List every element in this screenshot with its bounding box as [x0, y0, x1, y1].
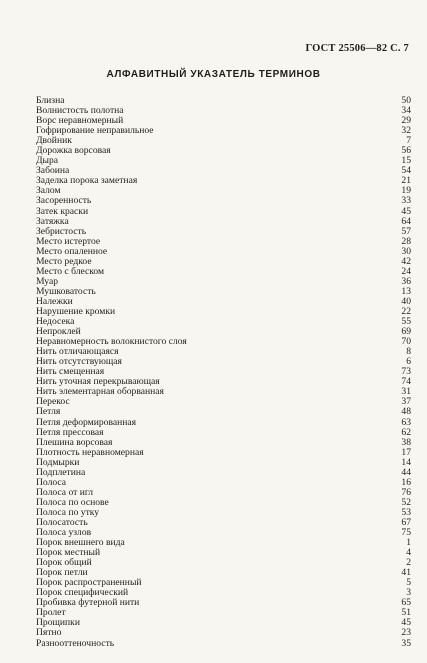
- term-name: Дыра: [36, 155, 59, 167]
- term-row: [36, 307, 411, 317]
- term-number: 65: [401, 597, 411, 609]
- term-name: Полоса по утку: [36, 506, 100, 518]
- term-name: Порок общий: [36, 557, 92, 569]
- term-row: [36, 598, 411, 608]
- term-row: [36, 387, 411, 397]
- term-name: Двойник: [36, 135, 72, 147]
- term-number: 63: [401, 416, 411, 428]
- term-number: 52: [401, 496, 411, 508]
- term-number: 23: [401, 627, 411, 639]
- term-name: Гофрирование неправильное: [36, 125, 154, 137]
- term-name: Перекос: [36, 396, 70, 408]
- term-row: [36, 548, 411, 558]
- term-name: Петля деформированная: [36, 416, 137, 428]
- term-number: 53: [401, 506, 411, 518]
- term-name: Нарушение кромки: [36, 305, 116, 317]
- term-row: [36, 217, 411, 227]
- term-row: [36, 458, 411, 468]
- term-name: Полоса от игл: [36, 486, 94, 498]
- term-name: Место редкое: [36, 255, 92, 267]
- term-name: Прощипки: [36, 617, 80, 629]
- term-number: 62: [401, 426, 411, 438]
- term-name: Залом: [36, 185, 61, 197]
- term-number: 33: [401, 195, 411, 207]
- term-row: [36, 207, 411, 217]
- term-list: [36, 96, 411, 649]
- term-name: Подплетина: [36, 466, 86, 478]
- page-header: ГОСТ 25506—82 С. 7: [305, 43, 409, 54]
- term-row: [36, 146, 411, 156]
- term-number: 32: [401, 125, 411, 137]
- term-number: 73: [401, 366, 411, 378]
- term-number: 45: [401, 617, 411, 629]
- term-number: 36: [401, 275, 411, 287]
- term-row: [36, 558, 411, 568]
- term-number: 28: [401, 235, 411, 247]
- term-row: [36, 126, 411, 136]
- term-name: Порок петли: [36, 567, 88, 579]
- term-number: 5: [406, 577, 411, 589]
- term-number: 57: [401, 225, 411, 237]
- term-row: [36, 618, 411, 628]
- term-name: Место с блеском: [36, 265, 105, 277]
- term-name: Порок специфический: [36, 587, 129, 599]
- term-name: Дорожка ворсовая: [36, 145, 111, 157]
- term-number: 17: [401, 446, 411, 458]
- term-number: 44: [401, 466, 411, 478]
- term-name: Подмырки: [36, 456, 80, 468]
- term-name: Ворс неравномерный: [36, 115, 124, 127]
- term-number: 35: [401, 637, 411, 649]
- term-number: 67: [401, 516, 411, 528]
- term-name: Плотность неравномерная: [36, 446, 144, 458]
- term-number: 2: [406, 557, 411, 569]
- term-row: [36, 267, 411, 277]
- term-number: 64: [401, 215, 411, 227]
- term-row: [36, 176, 411, 186]
- term-name: Засоренность: [36, 195, 92, 207]
- term-number: 45: [401, 205, 411, 217]
- term-number: 22: [401, 305, 411, 317]
- term-number: 24: [401, 265, 411, 277]
- term-row: [36, 397, 411, 407]
- term-number: 56: [401, 145, 411, 157]
- term-name: Муар: [36, 275, 59, 287]
- term-name: Место опаленное: [36, 245, 108, 257]
- term-name: Пятно: [36, 627, 62, 639]
- term-name: Порок местный: [36, 547, 101, 559]
- term-number: 3: [406, 587, 411, 599]
- term-name: Заделка порока заметная: [36, 175, 138, 187]
- term-number: 55: [401, 316, 411, 328]
- term-name: Порок распространенный: [36, 577, 142, 589]
- term-name: Разнооттеночность: [36, 637, 115, 649]
- term-name: Петля прессовая: [36, 426, 104, 438]
- term-name: Затек краски: [36, 205, 89, 217]
- term-number: 1: [406, 537, 411, 549]
- term-name: Непроклей: [36, 326, 81, 338]
- term-number: 38: [401, 436, 411, 448]
- term-number: 75: [401, 527, 411, 539]
- term-row: [36, 448, 411, 458]
- term-number: 30: [401, 245, 411, 257]
- term-number: 7: [406, 135, 411, 147]
- term-name: Плешина ворсовая: [36, 436, 113, 448]
- term-name: Полосатость: [36, 516, 88, 528]
- term-name: Близна: [36, 95, 65, 106]
- term-name: Мушковатость: [36, 285, 96, 297]
- term-number: 13: [401, 285, 411, 297]
- term-name: Полоса узлов: [36, 527, 92, 539]
- term-row: [36, 287, 411, 297]
- term-row: [36, 156, 411, 166]
- term-name: Полоса по основе: [36, 496, 109, 508]
- term-name: Нить смещенная: [36, 366, 105, 378]
- term-row: [36, 518, 411, 528]
- term-number: 70: [401, 336, 411, 348]
- term-number: 6: [406, 356, 411, 368]
- term-number: 31: [401, 386, 411, 398]
- term-number: 76: [401, 486, 411, 498]
- term-name: Нить элементарная оборванная: [36, 386, 164, 398]
- index-title: АЛФАВИТНЫЙ УКАЗАТЕЛЬ ТЕРМИНОВ: [106, 69, 321, 80]
- term-name: Порок внешнего вида: [36, 537, 125, 549]
- term-number: 54: [401, 165, 411, 177]
- term-number: 14: [401, 456, 411, 468]
- term-name: Пролет: [36, 607, 66, 619]
- term-name: Забоина: [36, 165, 70, 177]
- term-name: Нить уточная перекрывающая: [36, 376, 160, 388]
- term-name: Полоса: [36, 476, 67, 488]
- term-name: Петля: [36, 406, 61, 418]
- term-number: 29: [401, 115, 411, 127]
- term-row: [36, 196, 411, 206]
- term-row: [36, 508, 411, 518]
- term-number: 48: [401, 406, 411, 418]
- term-row: [36, 639, 411, 649]
- term-row: [36, 608, 411, 618]
- term-row: [36, 317, 411, 327]
- term-number: 42: [401, 255, 411, 267]
- term-number: 21: [401, 175, 411, 187]
- term-name: Затяжка: [36, 215, 69, 227]
- term-name: Волнистость полотна: [36, 105, 124, 117]
- term-row: [36, 247, 411, 257]
- term-number: 37: [401, 396, 411, 408]
- term-number: 19: [401, 185, 411, 197]
- term-name: Нить отсутствующая: [36, 356, 122, 368]
- term-row: [36, 407, 411, 417]
- term-name: Недосека: [36, 316, 75, 328]
- term-number: 15: [401, 155, 411, 167]
- term-name: Зебристость: [36, 225, 87, 237]
- term-name: Неравномерность волокнистого слоя: [36, 336, 187, 348]
- term-number: 74: [401, 376, 411, 388]
- term-row: [36, 186, 411, 196]
- term-number: 41: [401, 567, 411, 579]
- term-number: 34: [401, 105, 411, 117]
- term-number: 40: [401, 295, 411, 307]
- term-row: [36, 468, 411, 478]
- term-number: 69: [401, 326, 411, 338]
- term-number: 51: [401, 607, 411, 619]
- term-number: 50: [401, 95, 411, 106]
- term-number: 4: [406, 547, 411, 559]
- term-number: 16: [401, 476, 411, 488]
- term-name: Належки: [36, 295, 73, 307]
- term-name: Место истертое: [36, 235, 101, 247]
- term-name: Нить отличающаяся: [36, 346, 119, 358]
- term-number: 8: [406, 346, 411, 358]
- term-name: Пробивка футерной нити: [36, 597, 140, 609]
